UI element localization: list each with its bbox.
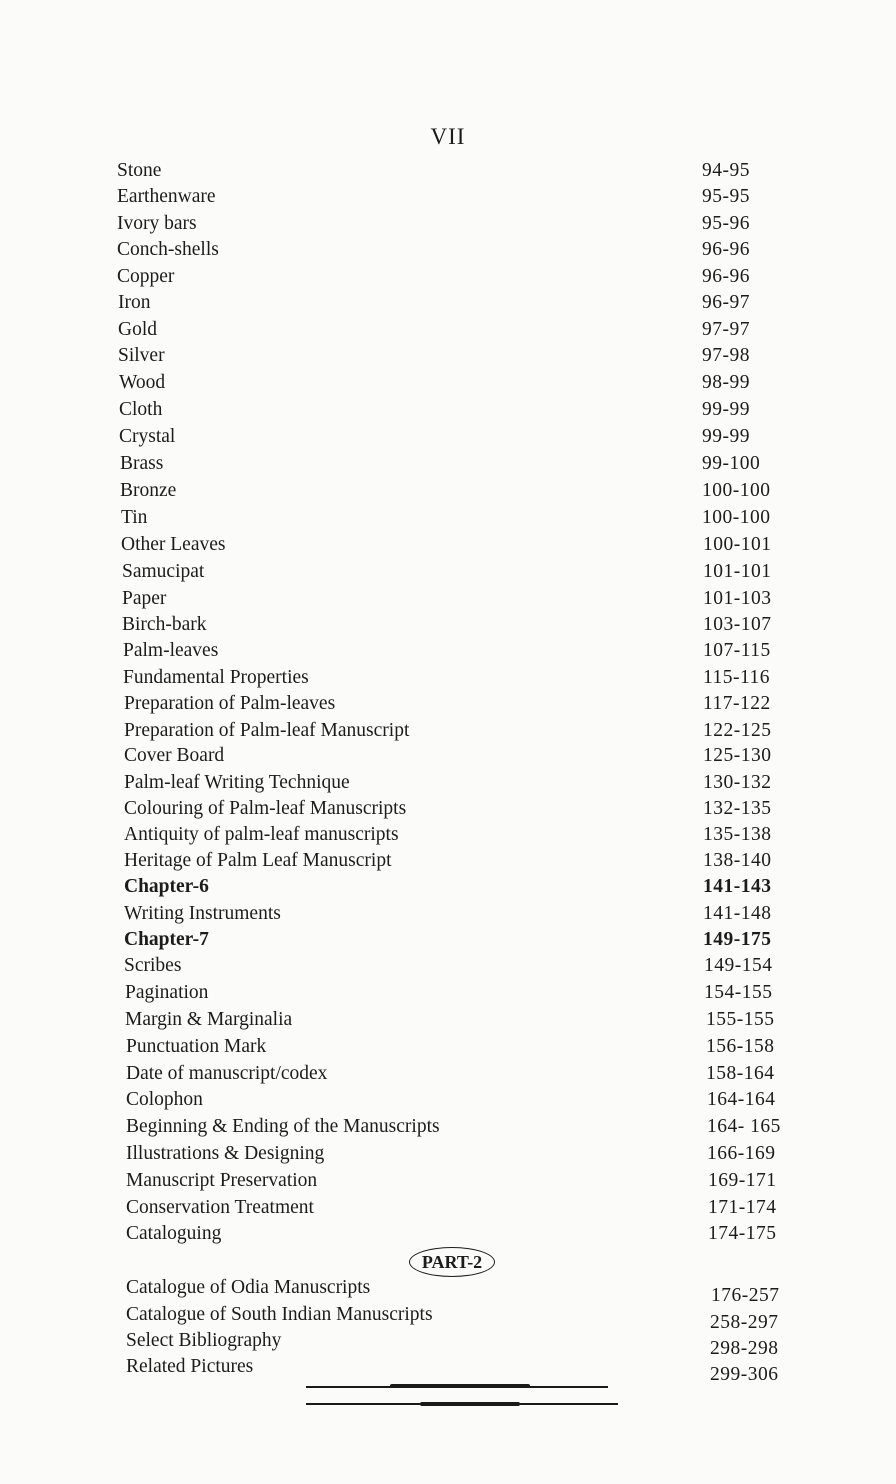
- toc-entry-title: Crystal: [119, 426, 176, 447]
- toc-entry-title: Punctuation Mark: [126, 1036, 267, 1057]
- toc-entry: [0, 1354, 896, 1385]
- toc-entry-pages: 107-115: [703, 640, 771, 661]
- toc-entry-title: Preparation of Palm-leaves: [124, 693, 336, 714]
- toc-entry: [0, 770, 896, 796]
- toc-entry: [0, 559, 896, 585]
- toc-entry-pages: 171-174: [708, 1197, 777, 1218]
- toc-entry-title: Select Bibliography: [126, 1330, 282, 1351]
- toc-entry: [0, 901, 896, 927]
- toc-entry-title: Wood: [119, 372, 166, 393]
- toc-entry-pages: 169-171: [708, 1170, 777, 1191]
- toc-entry: [0, 1087, 896, 1113]
- toc-entry: [0, 1141, 896, 1167]
- toc-entry-pages: 174-175: [708, 1223, 777, 1244]
- toc-entry: [0, 1221, 896, 1247]
- toc-entry-pages: 158-164: [706, 1063, 775, 1084]
- toc-entry-title: Chapter-7: [124, 929, 209, 950]
- toc-entry-pages: 94-95: [702, 160, 750, 181]
- toc-entry-title: Copper: [117, 266, 175, 287]
- toc-entry-title: Cloth: [119, 399, 163, 420]
- toc-entry: [0, 158, 896, 184]
- toc-entry-title: Silver: [118, 345, 165, 366]
- toc-entry: [0, 980, 896, 1006]
- toc-entry-title: Fundamental Properties: [123, 667, 309, 688]
- toc-entry-pages: 154-155: [704, 982, 773, 1003]
- toc-entry-pages: 166-169: [707, 1143, 776, 1164]
- toc-entry-title: Pagination: [125, 982, 209, 1003]
- toc-entry-title: Samucipat: [122, 561, 205, 582]
- toc-entry-pages: 96-97: [702, 292, 750, 313]
- toc-entry-title: Tin: [121, 507, 148, 528]
- toc-entry: [0, 237, 896, 263]
- toc-entry: [0, 1275, 896, 1306]
- toc-entry-pages: 100-100: [702, 480, 771, 501]
- toc-entry-title: Brass: [120, 453, 164, 474]
- toc-entry-title: Conservation Treatment: [126, 1197, 314, 1218]
- toc-entry: [0, 665, 896, 691]
- toc-entry-title: Bronze: [120, 480, 177, 501]
- toc-entry-pages: 101-101: [703, 561, 772, 582]
- toc-entry-title: Earthenware: [117, 186, 216, 207]
- toc-entry: [0, 1061, 896, 1087]
- toc-entry-pages: 100-100: [702, 507, 771, 528]
- toc-entry-pages: 149-175: [703, 929, 772, 950]
- toc-entry-title: Colophon: [126, 1089, 203, 1110]
- toc-entry-pages: 125-130: [703, 745, 772, 766]
- toc-entry-title: Cover Board: [124, 745, 225, 766]
- toc-entry-pages: 156-158: [706, 1036, 775, 1057]
- toc-entry: [0, 317, 896, 343]
- toc-entry: [0, 451, 896, 477]
- toc-entry-pages: 100-101: [703, 534, 772, 555]
- toc-entry-title: Writing Instruments: [124, 903, 281, 924]
- toc-entry: [0, 586, 896, 612]
- toc-entry-pages: 130-132: [703, 772, 772, 793]
- toc-entry-title: Scribes: [124, 955, 182, 976]
- toc-entry: [0, 1168, 896, 1194]
- toc-entry-pages: 141-143: [703, 876, 772, 897]
- toc-entry-pages: 98-99: [702, 372, 750, 393]
- toc-entry-pages: 117-122: [703, 693, 771, 714]
- toc-entry-title: Margin & Marginalia: [125, 1009, 293, 1030]
- toc-entry-title: Preparation of Palm-leaf Manuscript: [124, 720, 410, 741]
- toc-entry-pages: 95-95: [702, 186, 750, 207]
- part-2-label: PART-2: [409, 1247, 495, 1277]
- toc-entry-title: Beginning & Ending of the Manuscripts: [126, 1116, 440, 1137]
- toc-entry: [0, 718, 896, 744]
- toc-entry: [0, 1195, 896, 1221]
- toc-entry: [0, 638, 896, 664]
- toc-entry-title: Gold: [118, 319, 157, 340]
- toc-entry-title: Stone: [117, 160, 162, 181]
- toc-entry-pages: 122-125: [703, 720, 772, 741]
- toc-entry-title: Palm-leaves: [123, 640, 219, 661]
- toc-entry-title: Date of manuscript/codex: [126, 1063, 328, 1084]
- toc-entry: [0, 1328, 896, 1359]
- toc-entry-title: Chapter-6: [124, 876, 209, 897]
- toc-entry-pages: 141-148: [703, 903, 772, 924]
- toc-entry: [0, 478, 896, 504]
- toc-entry-title: Colouring of Palm-leaf Manuscripts: [124, 798, 407, 819]
- toc-entry-title: Other Leaves: [121, 534, 226, 555]
- toc-chapter-heading: [0, 927, 896, 953]
- toc-entry: [0, 532, 896, 558]
- toc-entry-pages: 101-103: [703, 588, 772, 609]
- toc-entry-title: Palm-leaf Writing Technique: [124, 772, 350, 793]
- end-rule: [390, 1384, 530, 1388]
- toc-entry: [0, 184, 896, 210]
- toc-entry-pages: 164-164: [707, 1089, 776, 1110]
- toc-entry-pages: 97-98: [702, 345, 750, 366]
- toc-entry-title: Paper: [122, 588, 167, 609]
- toc-entry-title: Catalogue of Odia Manuscripts: [126, 1277, 371, 1298]
- toc-entry: [0, 290, 896, 316]
- toc-entry: [0, 1302, 896, 1333]
- toc-entry-pages: 258-297: [710, 1312, 779, 1333]
- toc-entry-title: Conch-shells: [117, 239, 219, 260]
- toc-entry-pages: 115-116: [703, 667, 771, 688]
- toc-entry: [0, 612, 896, 638]
- toc-entry-title: Cataloguing: [126, 1223, 222, 1244]
- toc-entry: [0, 796, 896, 822]
- toc-entry: [0, 1007, 896, 1033]
- toc-entry: [0, 264, 896, 290]
- toc-entry-title: Birch-bark: [122, 614, 207, 635]
- toc-entry-pages: 298-298: [710, 1338, 779, 1359]
- toc-chapter-heading: [0, 874, 896, 900]
- toc-entry-pages: 99-99: [702, 399, 750, 420]
- toc-entry: [0, 370, 896, 396]
- end-rule: [420, 1402, 520, 1406]
- page-number: VII: [430, 124, 466, 149]
- toc-entry: [0, 1114, 896, 1140]
- toc-entry: [0, 397, 896, 423]
- toc-entry-pages: 138-140: [703, 850, 772, 871]
- toc-entry: [0, 822, 896, 848]
- toc-entry: [0, 848, 896, 874]
- toc-entry-pages: 103-107: [703, 614, 772, 635]
- toc-entry-pages: 97-97: [702, 319, 750, 340]
- toc-entry-title: Related Pictures: [126, 1356, 254, 1377]
- toc-entry-pages: 99-100: [702, 453, 761, 474]
- toc-entry: [0, 505, 896, 531]
- toc-entry-pages: 299-306: [710, 1364, 779, 1385]
- toc-entry: [0, 343, 896, 369]
- toc-entry-pages: 132-135: [703, 798, 772, 819]
- toc-entry-pages: 99-99: [702, 426, 750, 447]
- toc-entry-pages: 155-155: [706, 1009, 775, 1030]
- toc-entry-title: Catalogue of South Indian Manuscripts: [126, 1304, 433, 1325]
- toc-entry-pages: 135-138: [703, 824, 772, 845]
- toc-entry-title: Heritage of Palm Leaf Manuscript: [124, 850, 392, 871]
- toc-entry-title: Manuscript Preservation: [126, 1170, 318, 1191]
- toc-entry-title: Illustrations & Designing: [126, 1143, 325, 1164]
- toc-entry: [0, 424, 896, 450]
- toc-entry-title: Ivory bars: [117, 213, 197, 234]
- toc-entry-title: Iron: [118, 292, 151, 313]
- toc-entry-pages: 149-154: [704, 955, 773, 976]
- toc-entry-pages: 96-96: [702, 266, 750, 287]
- toc-entry: [0, 743, 896, 769]
- toc-entry-pages: 95-96: [702, 213, 750, 234]
- toc-entry: [0, 211, 896, 237]
- toc-entry-title: Antiquity of palm-leaf manuscripts: [124, 824, 399, 845]
- toc-entry: [0, 691, 896, 717]
- toc-entry-pages: 176-257: [711, 1285, 780, 1306]
- toc-entry-pages: 164- 165: [707, 1116, 781, 1137]
- toc-entry: [0, 1034, 896, 1060]
- toc-entry-pages: 96-96: [702, 239, 750, 260]
- toc-entry: [0, 953, 896, 979]
